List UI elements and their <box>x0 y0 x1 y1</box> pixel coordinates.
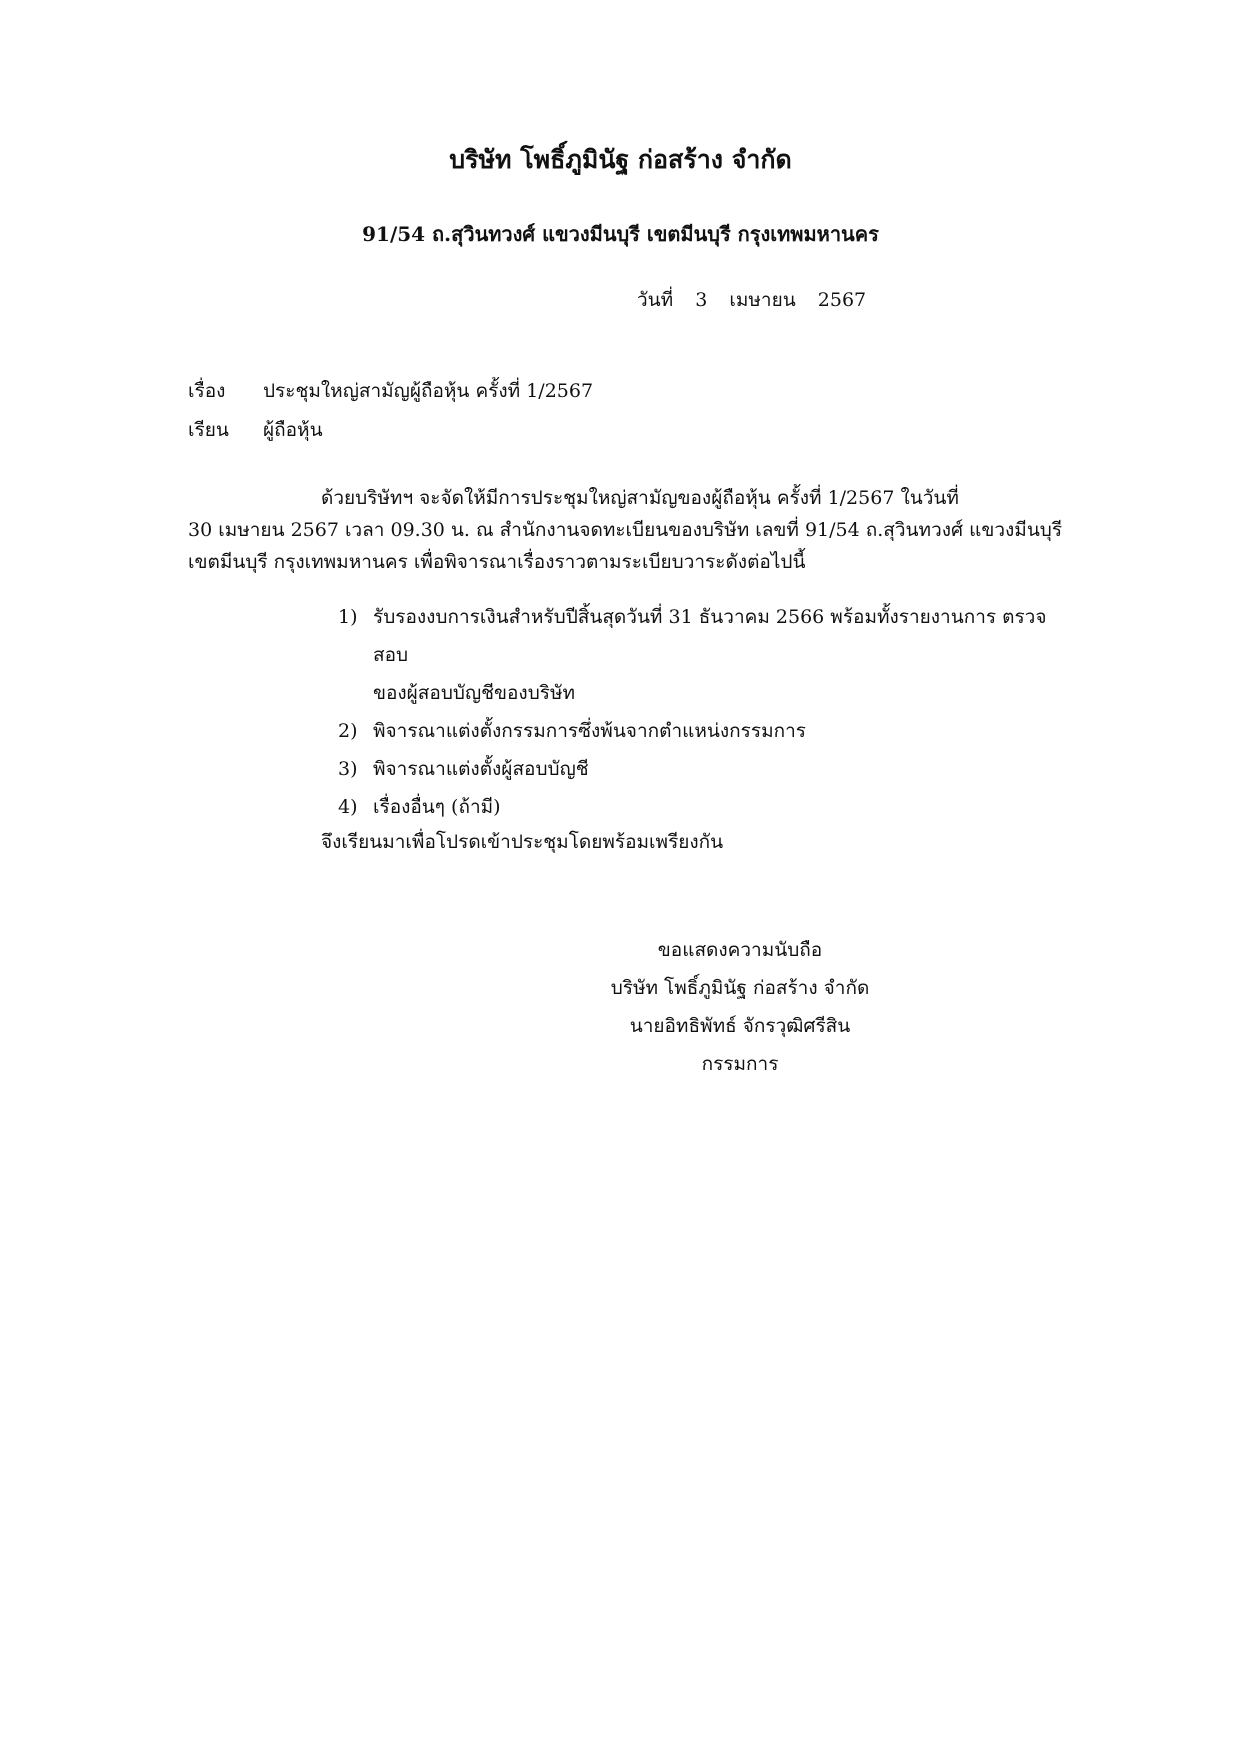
body-paragraph <box>188 482 1063 578</box>
agenda-continuation: ของผู้สอบบัญชีของบริษัท <box>373 682 576 704</box>
body-line: เขตมีนบุรี กรุงเทพมหานคร เพื่อพิจารณาเรื่องราวตามระเบียบวาระดังต่อไปนี้ <box>188 551 806 573</box>
body-line: 30 เมษายน 2567 เวลา 09.30 น. ณ สำนักงานจดทะเบียนของบริษัท เลขที่ 91/54 ถ.สุวินทวงศ์ แขวงมีนบุรี <box>188 519 1063 541</box>
agenda-number: 1) <box>338 606 358 628</box>
recipient-value: ผู้ถือหุ้น <box>263 419 323 441</box>
signature-company: บริษัท โพธิ์ภูมินัฐ ก่อสร้าง จำกัด <box>610 977 870 999</box>
recipient-line <box>188 417 323 443</box>
signer-position: กรรมการ <box>701 1053 779 1075</box>
subject-line <box>188 378 593 404</box>
letter-date <box>637 287 882 313</box>
agenda-item <box>338 788 1066 826</box>
date-month: เมษายน <box>729 289 796 311</box>
company-address: 91/54 ถ.สุวินทวงศ์ แขวงมีนบุรี เขตมีนบุรี กรุงเทพมหานคร <box>362 222 879 246</box>
agenda-item <box>338 712 1066 750</box>
agenda-text: รับรองงบการเงินสำหรับปีสิ้นสุดวันที่ 31 ธันวาคม 2566 พร้อมทั้งรายงานการ ตรวจสอบ <box>373 606 1047 666</box>
agenda-text: พิจารณาแต่งตั้งผู้สอบบัญชี <box>373 758 589 780</box>
closing-sentence: จึงเรียนมาเพื่อโปรดเข้าประชุมโดยพร้อมเพรียงกัน <box>321 831 724 853</box>
body-line: ด้วยบริษัทฯ จะจัดให้มีการประชุมใหญ่สามัญของผู้ถือหุ้น ครั้งที่ 1/2567 ในวันที่ <box>321 487 959 509</box>
date-label: วันที่ <box>637 289 674 311</box>
agenda-text: พิจารณาแต่งตั้งกรรมการซึ่งพ้นจากตำแหน่งกรรมการ <box>373 720 806 742</box>
agenda-text: เรื่องอื่นๆ (ถ้ามี) <box>373 796 501 818</box>
regards-text: ขอแสดงความนับถือ <box>657 939 823 961</box>
agenda-number: 3) <box>338 758 358 780</box>
date-day: 3 <box>695 289 708 311</box>
signature-block <box>540 931 940 1083</box>
agenda-number: 2) <box>338 720 358 742</box>
recipient-label: เรียน <box>188 419 229 441</box>
subject-value: ประชุมใหญ่สามัญผู้ถือหุ้น ครั้งที่ 1/2567 <box>263 380 594 402</box>
signer-name: นายอิทธิพัทธ์ จักรวุฒิศรีสิน <box>629 1015 851 1037</box>
agenda-list <box>338 598 1066 826</box>
agenda-number: 4) <box>338 796 358 818</box>
company-name: บริษัท โพธิ์ภูมินัฐ ก่อสร้าง จำกัด <box>449 145 792 174</box>
subject-label: เรื่อง <box>188 380 226 402</box>
agenda-item <box>338 750 1066 788</box>
date-year: 2567 <box>817 289 867 311</box>
agenda-item <box>338 598 1066 712</box>
